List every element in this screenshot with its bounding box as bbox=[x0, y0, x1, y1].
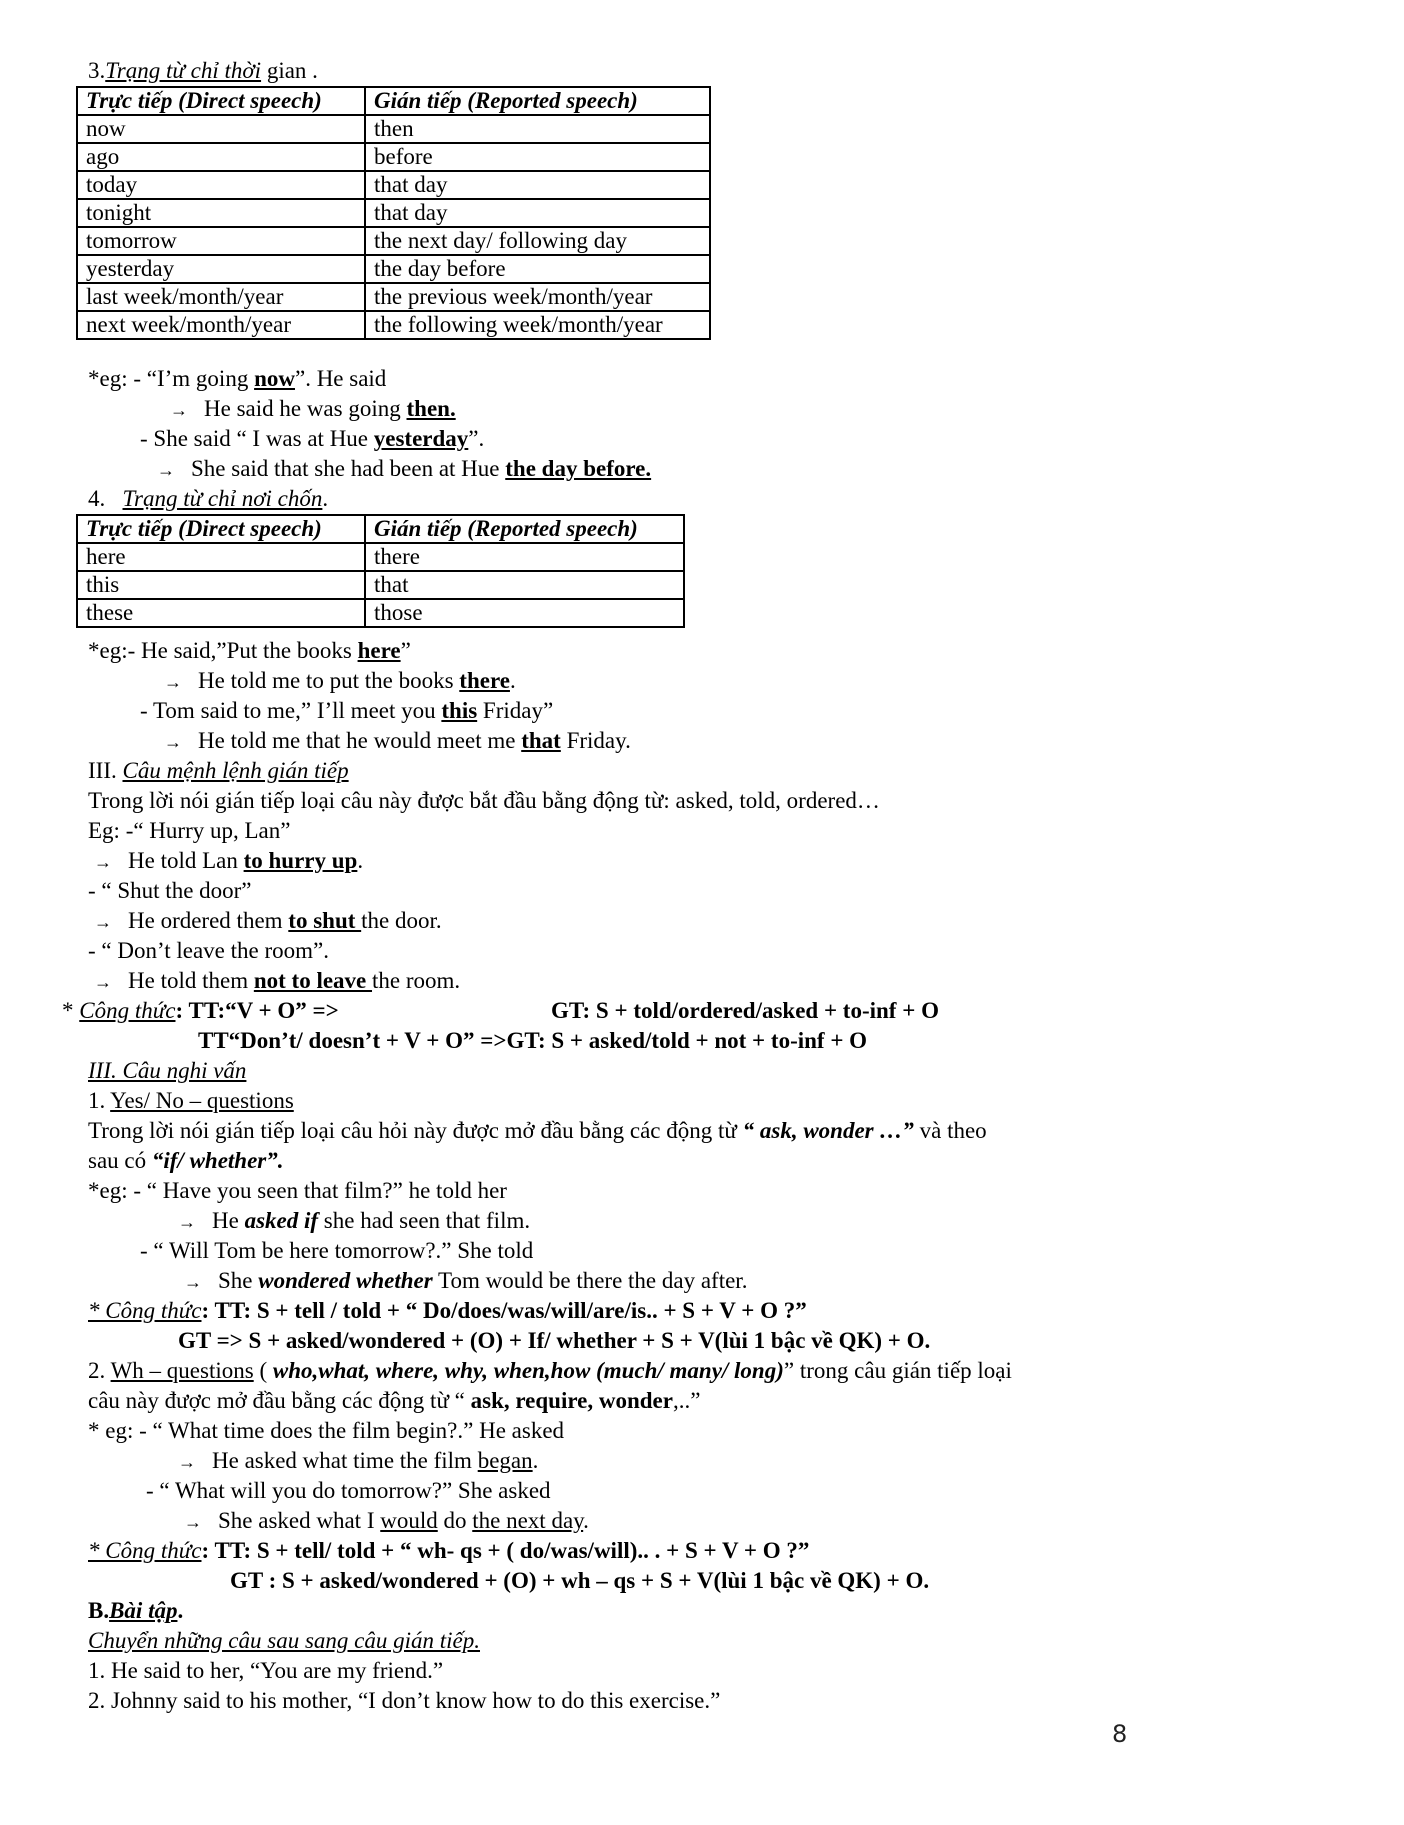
example-answer bbox=[164, 666, 516, 696]
section-title: Yes/ No – questions bbox=[110, 1088, 294, 1113]
formula-reported: GT => S + asked/wondered + (O) + If/ whether + S + V(lùi 1 bậc về QK) + O. bbox=[178, 1328, 931, 1353]
example-answer bbox=[178, 1446, 538, 1476]
example-line: - “ Shut the door” bbox=[88, 878, 252, 903]
text: Trong lời nói gián tiếp loại câu hỏi này được mở đầu bằng các động từ bbox=[88, 1118, 743, 1143]
keyword: to hurry up bbox=[243, 848, 358, 873]
cell-reported: that day bbox=[365, 199, 710, 227]
arrow-icon: → bbox=[94, 912, 112, 932]
yes-no-intro bbox=[88, 1116, 987, 1146]
text: ”. bbox=[468, 426, 485, 451]
header-reported: Gián tiếp (Reported speech) bbox=[365, 87, 710, 115]
text: *eg: - “I’m going bbox=[88, 366, 255, 391]
keyword: asked if bbox=[244, 1208, 319, 1233]
cell-reported: then bbox=[365, 115, 710, 143]
formula-reported: GT : S + asked/wondered + (O) + wh – qs + S + V(lùi 1 bậc về QK) + O. bbox=[230, 1568, 930, 1593]
text: He ordered them bbox=[128, 908, 289, 933]
formula-label: Công thức bbox=[79, 998, 176, 1023]
text: she had seen that film. bbox=[318, 1208, 531, 1233]
text: *eg:- He said,”Put the books bbox=[88, 638, 358, 663]
section-3-heading bbox=[88, 56, 318, 86]
arrow-icon: → bbox=[184, 1512, 202, 1532]
keyword: the next day bbox=[472, 1508, 584, 1533]
example-answer bbox=[170, 394, 456, 424]
example-answer bbox=[94, 966, 460, 996]
example-line: - “ What will you do tomorrow?” She asked bbox=[146, 1478, 551, 1503]
text: He said he was going bbox=[204, 396, 407, 421]
arrow-icon: → bbox=[178, 1452, 196, 1472]
text: do bbox=[437, 1508, 473, 1533]
example-answer bbox=[157, 454, 651, 484]
table-row bbox=[77, 599, 684, 627]
keyword: ask, require, wonder bbox=[470, 1388, 673, 1413]
cell-direct: this bbox=[77, 571, 365, 599]
text: Friday” bbox=[477, 698, 554, 723]
text: ( bbox=[253, 1358, 273, 1383]
cell-direct: next week/month/year bbox=[77, 311, 365, 339]
text: the door. bbox=[361, 908, 442, 933]
section-title: Wh – questions bbox=[110, 1358, 254, 1383]
text: She asked what I bbox=[218, 1508, 381, 1533]
table-row bbox=[77, 227, 710, 255]
example-line bbox=[88, 364, 386, 394]
cell-direct: last week/month/year bbox=[77, 283, 365, 311]
arrow-icon: → bbox=[164, 732, 182, 752]
keyword: began bbox=[477, 1448, 533, 1473]
formula-line: TT“Don’t/ doesn’t + V + O” =>GT: S + asked/told + not + to-inf + O bbox=[198, 1028, 868, 1053]
table-row bbox=[77, 543, 684, 571]
time-adverbs-table bbox=[76, 86, 711, 340]
keyword: now bbox=[254, 366, 295, 391]
table-header-row bbox=[77, 515, 684, 543]
cell-reported: the previous week/month/year bbox=[365, 283, 710, 311]
text: . bbox=[177, 1598, 184, 1623]
text: . bbox=[357, 848, 364, 873]
section-number: 2. bbox=[88, 1358, 111, 1383]
section-title-rest: gian . bbox=[261, 58, 318, 83]
formula-line bbox=[88, 1296, 807, 1326]
questions-heading: III. Câu nghi vấn bbox=[88, 1058, 247, 1083]
arrow-icon: → bbox=[94, 972, 112, 992]
example-line bbox=[140, 696, 553, 726]
keyword: this bbox=[441, 698, 478, 723]
text: ”. He said bbox=[294, 366, 387, 391]
text: . bbox=[509, 668, 516, 693]
section-number: 3. bbox=[88, 58, 106, 83]
cell-reported: that bbox=[365, 571, 684, 599]
example-line: - “ Will Tom be here tomorrow?.” She told bbox=[140, 1238, 534, 1263]
table-header-row bbox=[77, 87, 710, 115]
table-row bbox=[77, 143, 710, 171]
cell-reported: the next day/ following day bbox=[365, 227, 710, 255]
section-title-rest: . bbox=[322, 486, 329, 511]
text: sau có bbox=[88, 1148, 152, 1173]
text: ,..” bbox=[672, 1388, 701, 1413]
text: He told them bbox=[128, 968, 254, 993]
keyword: that bbox=[521, 728, 561, 753]
text: B. bbox=[88, 1598, 110, 1623]
section-title: Bài tập bbox=[109, 1598, 178, 1623]
text: * bbox=[62, 998, 80, 1023]
cell-reported: that day bbox=[365, 171, 710, 199]
text: Tom would be there the day after. bbox=[432, 1268, 748, 1293]
header-direct: Trực tiếp (Direct speech) bbox=[77, 515, 365, 543]
cell-reported: before bbox=[365, 143, 710, 171]
place-adverbs-table bbox=[76, 514, 685, 628]
cell-direct: ago bbox=[77, 143, 365, 171]
example-answer bbox=[94, 906, 442, 936]
keyword: there bbox=[459, 668, 510, 693]
example-line: Eg: -“ Hurry up, Lan” bbox=[88, 818, 291, 843]
keyword: not to leave bbox=[253, 968, 373, 993]
section-number: III. bbox=[88, 758, 123, 783]
formula-line bbox=[88, 1536, 809, 1566]
example-line: * eg: - “ What time does the film begin?.” He asked bbox=[88, 1418, 565, 1443]
keyword: “if/ whether”. bbox=[151, 1148, 284, 1173]
text: ” bbox=[400, 638, 411, 663]
cell-direct: tonight bbox=[77, 199, 365, 227]
wh-heading bbox=[88, 1356, 1012, 1386]
cell-direct: here bbox=[77, 543, 365, 571]
formula-label: * Công thức bbox=[88, 1538, 202, 1563]
keyword: to shut bbox=[288, 908, 362, 933]
exercise-item: 2. Johnny said to his mother, “I don’t know how to do this exercise.” bbox=[88, 1688, 721, 1713]
section-title: Trạng từ chỉ thời bbox=[105, 58, 262, 83]
keyword: “ ask, wonder …” bbox=[742, 1118, 914, 1143]
cell-direct: these bbox=[77, 599, 365, 627]
formula-line bbox=[62, 996, 339, 1026]
cell-direct: yesterday bbox=[77, 255, 365, 283]
text: He told me that he would meet me bbox=[198, 728, 522, 753]
imperative-intro: Trong lời nói gián tiếp loại câu này được bắt đầu bằng động từ: asked, told, ordered… bbox=[88, 788, 880, 813]
text: She said that she had been at Hue bbox=[191, 456, 506, 481]
wh-intro bbox=[88, 1386, 700, 1416]
table-row bbox=[77, 571, 684, 599]
text: Friday. bbox=[560, 728, 631, 753]
example-answer bbox=[184, 1266, 747, 1296]
section-title: Trạng từ chỉ nơi chốn bbox=[122, 486, 323, 511]
example-line: - “ Don’t leave the room”. bbox=[88, 938, 329, 963]
formula-reported: GT: S + told/ordered/asked + to-inf + O bbox=[551, 998, 939, 1023]
text: the room. bbox=[372, 968, 461, 993]
text: He told Lan bbox=[128, 848, 244, 873]
exercise-item: 1. He said to her, “You are my friend.” bbox=[88, 1658, 444, 1683]
section-4-heading bbox=[88, 484, 328, 514]
example-line bbox=[140, 424, 484, 454]
yes-no-intro bbox=[88, 1146, 284, 1176]
cell-reported: the following week/month/year bbox=[365, 311, 710, 339]
text: He asked what time the film bbox=[212, 1448, 478, 1473]
cell-reported: there bbox=[365, 543, 684, 571]
arrow-icon: → bbox=[184, 1272, 202, 1292]
example-answer bbox=[184, 1506, 589, 1536]
text: He told me to put the books bbox=[198, 668, 460, 693]
text: . bbox=[532, 1448, 539, 1473]
arrow-icon: → bbox=[94, 852, 112, 872]
formula-direct: : TT:“V + O” => bbox=[175, 998, 339, 1023]
text: và theo bbox=[913, 1118, 987, 1143]
text: She bbox=[218, 1268, 259, 1293]
formula-direct: : TT: S + tell / told + “ Do/does/was/will/are/is.. + S + V + O ?” bbox=[201, 1298, 807, 1323]
text: câu này được mở đầu bằng các động từ “ bbox=[88, 1388, 471, 1413]
section-number: 4. bbox=[88, 486, 106, 511]
formula-label: * Công thức bbox=[88, 1298, 202, 1323]
cell-reported: the day before bbox=[365, 255, 710, 283]
arrow-icon: → bbox=[170, 400, 188, 420]
exercise-instruction: Chuyển những câu sau sang câu gián tiếp. bbox=[88, 1628, 480, 1653]
keyword: the day before. bbox=[505, 456, 652, 481]
header-reported: Gián tiếp (Reported speech) bbox=[365, 515, 684, 543]
cell-direct: tomorrow bbox=[77, 227, 365, 255]
header-direct: Trực tiếp (Direct speech) bbox=[77, 87, 365, 115]
arrow-icon: → bbox=[164, 672, 182, 692]
example-answer bbox=[164, 726, 631, 756]
keyword: would bbox=[380, 1508, 438, 1533]
text: . bbox=[583, 1508, 589, 1533]
table-row bbox=[77, 311, 710, 339]
example-line: *eg: - “ Have you seen that film?” he told her bbox=[88, 1178, 507, 1203]
keyword: wondered whether bbox=[258, 1268, 433, 1293]
keyword: then. bbox=[406, 396, 456, 421]
text: - She said “ I was at Hue bbox=[140, 426, 374, 451]
table-row bbox=[77, 115, 710, 143]
keyword: who,what, where, why, when,how (much/ many/ long) bbox=[272, 1358, 784, 1383]
cell-direct: now bbox=[77, 115, 365, 143]
text: ” trong câu gián tiếp loại bbox=[783, 1358, 1012, 1383]
table-row bbox=[77, 199, 710, 227]
cell-reported: those bbox=[365, 599, 684, 627]
example-line bbox=[88, 636, 411, 666]
imperative-heading bbox=[88, 756, 349, 786]
keyword: here bbox=[357, 638, 401, 663]
arrow-icon: → bbox=[157, 460, 175, 480]
text: He bbox=[212, 1208, 245, 1233]
exercise-heading bbox=[88, 1596, 183, 1626]
table-row bbox=[77, 171, 710, 199]
cell-direct: today bbox=[77, 171, 365, 199]
page-number: 8 bbox=[1112, 1720, 1128, 1748]
yes-no-heading bbox=[88, 1086, 294, 1116]
formula-direct: : TT: S + tell/ told + “ wh- qs + ( do/was/will).. . + S + V + O ?” bbox=[201, 1538, 810, 1563]
text: - Tom said to me,” I’ll meet you bbox=[140, 698, 442, 723]
table-row bbox=[77, 255, 710, 283]
arrow-icon: → bbox=[178, 1212, 196, 1232]
table-row bbox=[77, 283, 710, 311]
section-number: 1. bbox=[88, 1088, 111, 1113]
example-answer bbox=[94, 846, 363, 876]
example-answer bbox=[178, 1206, 530, 1236]
keyword: yesterday bbox=[373, 426, 469, 451]
section-title: Câu mệnh lệnh gián tiếp bbox=[122, 758, 349, 783]
